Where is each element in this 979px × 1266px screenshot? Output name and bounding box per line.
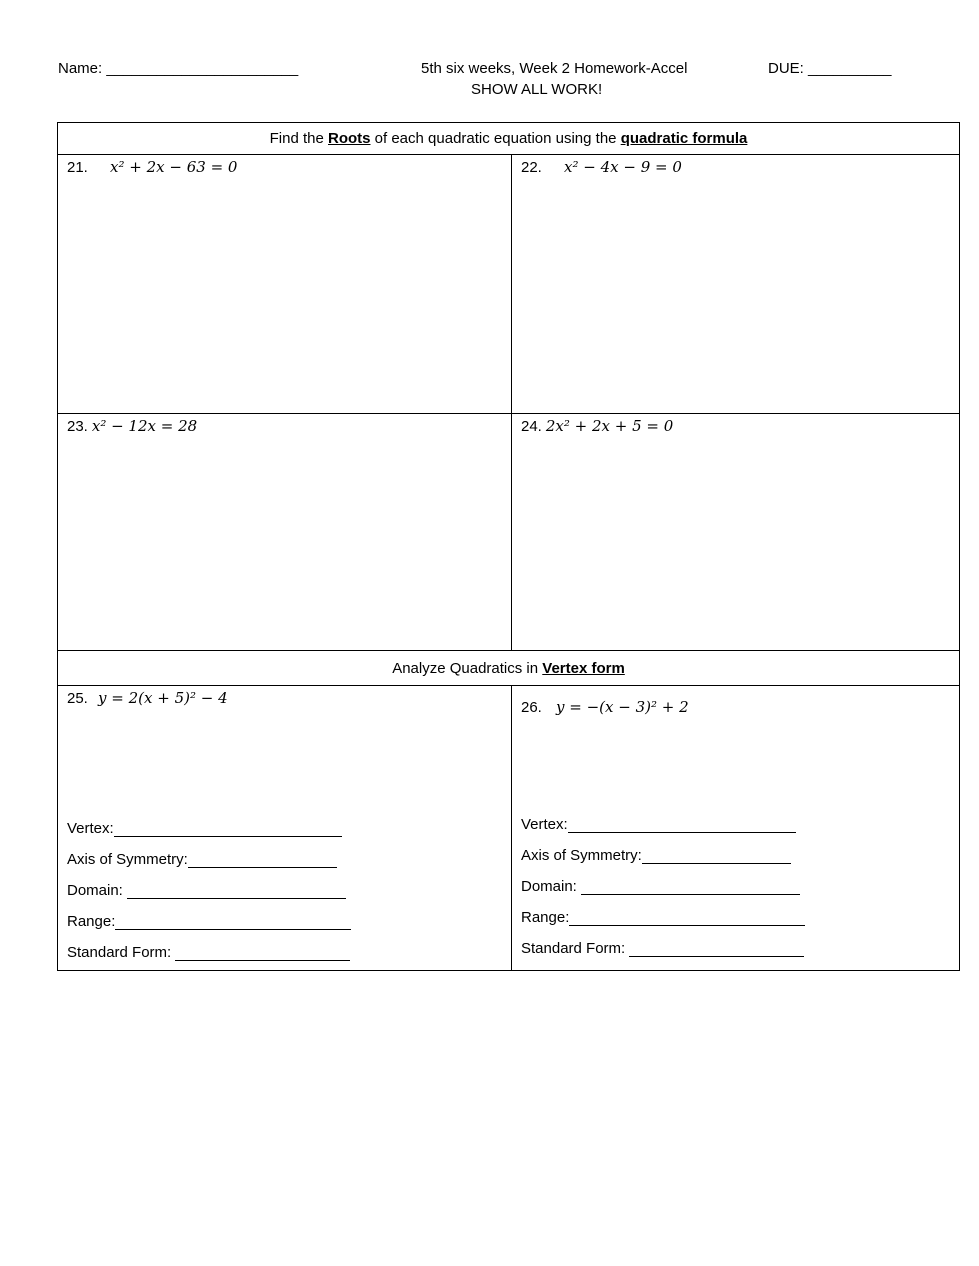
worksheet-table xyxy=(57,122,960,971)
range-label: Range: xyxy=(521,909,570,926)
worksheet-title: 5th six weeks, Week 2 Homework-Accel xyxy=(421,60,688,77)
problem-cell-21[interactable] xyxy=(58,155,512,414)
problem-equation: x² − 4x − 9 = 0 xyxy=(564,158,682,176)
problem-equation: y = −(x − 3)² + 2 xyxy=(556,698,689,716)
problem-number: 26. xyxy=(521,699,542,716)
problem-equation: x² − 12x = 28 xyxy=(91,417,198,435)
problem-cell-26[interactable] xyxy=(512,686,960,971)
answer-blank[interactable] xyxy=(127,880,346,899)
roots-header-text-2: of each quadratic equation using the xyxy=(370,130,621,147)
name-line: Name: _______________________ xyxy=(58,60,299,77)
quadratic-formula-keyword: quadratic formula xyxy=(620,130,748,147)
problem-number: 23. xyxy=(67,418,88,435)
answer-blank[interactable] xyxy=(642,845,791,864)
vertex-form-keyword: Vertex form xyxy=(542,659,625,677)
answer-blank[interactable] xyxy=(115,911,351,930)
domain-label: Domain: xyxy=(67,882,128,899)
answer-blank[interactable] xyxy=(188,849,337,868)
domain-field[interactable] xyxy=(521,871,805,902)
axis-label: Axis of Symmetry: xyxy=(521,847,642,864)
problem-number: 21. xyxy=(67,159,88,176)
answer-blank[interactable] xyxy=(568,814,796,833)
problem-equation: 2x² + 2x + 5 = 0 xyxy=(545,417,674,435)
problem-21 xyxy=(58,155,511,176)
roots-section-header xyxy=(58,123,960,155)
problem-equation: x² + 2x − 63 = 0 xyxy=(110,158,238,176)
problem-number: 25. xyxy=(67,690,88,707)
problem-number: 24. xyxy=(521,418,542,435)
problem-cell-24[interactable] xyxy=(512,414,960,651)
answer-fields-26 xyxy=(521,809,805,964)
domain-label: Domain: xyxy=(521,878,582,895)
roots-header-text-1: Find the xyxy=(269,130,328,147)
axis-label: Axis of Symmetry: xyxy=(67,851,188,868)
problem-number: 22. xyxy=(521,159,542,176)
answer-blank[interactable] xyxy=(569,907,805,926)
problem-cell-25[interactable] xyxy=(58,686,512,971)
problem-23 xyxy=(58,414,511,435)
roots-keyword: Roots xyxy=(328,130,371,147)
standard-form-label: Standard Form: xyxy=(67,944,176,961)
problem-26 xyxy=(512,686,959,716)
due-line: DUE: __________ xyxy=(768,60,892,77)
problem-24 xyxy=(512,414,959,435)
range-label: Range: xyxy=(67,913,116,930)
vertex-field[interactable] xyxy=(521,809,805,840)
worksheet-subtitle: SHOW ALL WORK! xyxy=(471,81,603,98)
answer-blank[interactable] xyxy=(581,876,800,895)
vertex-header-text: Analyze Quadratics in xyxy=(392,659,543,677)
problem-cell-23[interactable] xyxy=(58,414,512,651)
domain-field[interactable] xyxy=(67,875,351,906)
problem-25 xyxy=(58,686,511,707)
range-field[interactable] xyxy=(67,906,351,937)
axis-field[interactable] xyxy=(67,844,351,875)
vertex-label: Vertex: xyxy=(521,816,568,833)
vertex-label: Vertex: xyxy=(67,820,114,837)
standard-form-label: Standard Form: xyxy=(521,940,630,957)
axis-field[interactable] xyxy=(521,840,805,871)
range-field[interactable] xyxy=(521,902,805,933)
standard-form-field[interactable] xyxy=(521,933,805,964)
vertex-section-header xyxy=(58,651,960,686)
problem-22 xyxy=(512,155,959,176)
standard-form-field[interactable] xyxy=(67,937,351,968)
answer-blank[interactable] xyxy=(629,938,804,957)
answer-blank[interactable] xyxy=(114,818,342,837)
problem-equation: y = 2(x + 5)² − 4 xyxy=(98,689,228,707)
answer-fields-25 xyxy=(67,813,351,968)
answer-blank[interactable] xyxy=(175,942,350,961)
vertex-field[interactable] xyxy=(67,813,351,844)
problem-cell-22[interactable] xyxy=(512,155,960,414)
worksheet-header xyxy=(0,60,979,105)
